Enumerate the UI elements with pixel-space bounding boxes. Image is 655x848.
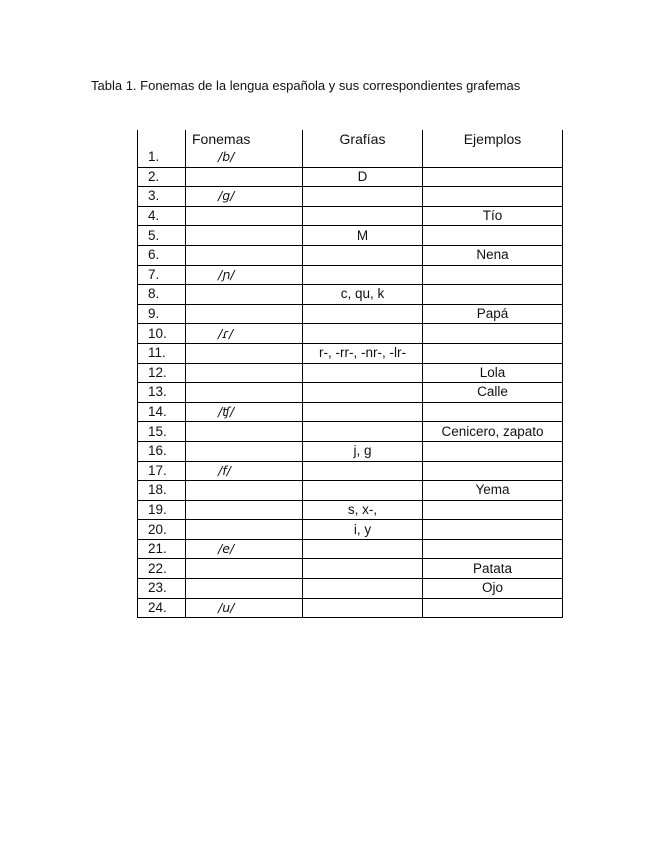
row-fonema: /b/ <box>186 148 303 167</box>
table-row <box>138 461 563 481</box>
row-grafia <box>303 422 423 442</box>
header-fonemas: Fonemas <box>186 130 303 148</box>
row-ejemplo: Lola <box>423 363 563 383</box>
row-ejemplo: Yema <box>423 481 563 501</box>
row-number: 23. <box>138 579 186 599</box>
table-row <box>138 363 563 383</box>
row-number: 5. <box>138 226 186 246</box>
row-number: 18. <box>138 481 186 501</box>
row-fonema <box>186 285 303 305</box>
row-ejemplo <box>423 148 563 167</box>
row-ejemplo: Patata <box>423 559 563 579</box>
row-grafia <box>303 579 423 599</box>
row-ejemplo: Calle <box>423 383 563 403</box>
row-number: 2. <box>138 167 186 187</box>
row-ejemplo <box>423 187 563 207</box>
row-number: 11. <box>138 343 186 363</box>
table-row <box>138 539 563 559</box>
row-fonema: /ɲ/ <box>186 265 303 285</box>
row-grafia: i, y <box>303 520 423 540</box>
row-number: 9. <box>138 304 186 324</box>
row-fonema <box>186 520 303 540</box>
row-ejemplo: Tío <box>423 206 563 226</box>
table-row <box>138 148 563 167</box>
table-row <box>138 206 563 226</box>
row-fonema <box>186 383 303 403</box>
row-fonema <box>186 226 303 246</box>
row-number: 8. <box>138 285 186 305</box>
row-grafia: D <box>303 167 423 187</box>
row-grafia <box>303 383 423 403</box>
row-ejemplo <box>423 167 563 187</box>
row-fonema <box>186 559 303 579</box>
row-grafia <box>303 206 423 226</box>
row-fonema: /u/ <box>186 598 303 618</box>
row-number: 17. <box>138 461 186 481</box>
row-ejemplo <box>423 441 563 461</box>
row-grafia <box>303 481 423 501</box>
row-grafia <box>303 402 423 422</box>
row-fonema <box>186 343 303 363</box>
row-number: 15. <box>138 422 186 442</box>
row-fonema: /ʧ/ <box>186 402 303 422</box>
row-fonema <box>186 579 303 599</box>
table-caption: Tabla 1. Fonemas de la lengua española y sus correspondientes grafemas <box>91 78 521 93</box>
row-fonema: /g/ <box>186 187 303 207</box>
table-row <box>138 226 563 246</box>
row-grafia <box>303 148 423 167</box>
row-fonema <box>186 363 303 383</box>
row-ejemplo <box>423 265 563 285</box>
row-ejemplo <box>423 520 563 540</box>
table-row <box>138 324 563 344</box>
row-number: 4. <box>138 206 186 226</box>
row-ejemplo <box>423 343 563 363</box>
row-ejemplo: Nena <box>423 245 563 265</box>
table-row <box>138 245 563 265</box>
table-row <box>138 559 563 579</box>
row-number: 3. <box>138 187 186 207</box>
header-ejemplos: Ejemplos <box>423 130 563 148</box>
table-row <box>138 304 563 324</box>
row-fonema <box>186 422 303 442</box>
row-number: 20. <box>138 520 186 540</box>
table-row <box>138 187 563 207</box>
table-row <box>138 500 563 520</box>
row-grafia <box>303 324 423 344</box>
row-fonema <box>186 304 303 324</box>
row-number: 6. <box>138 245 186 265</box>
row-fonema: /e/ <box>186 539 303 559</box>
row-number: 10. <box>138 324 186 344</box>
row-number: 19. <box>138 500 186 520</box>
row-number: 21. <box>138 539 186 559</box>
table-row <box>138 402 563 422</box>
table-row <box>138 441 563 461</box>
row-grafia <box>303 539 423 559</box>
table-row <box>138 422 563 442</box>
row-number: 7. <box>138 265 186 285</box>
table-row <box>138 383 563 403</box>
row-number: 22. <box>138 559 186 579</box>
row-ejemplo <box>423 324 563 344</box>
row-grafia: j, g <box>303 441 423 461</box>
row-ejemplo <box>423 285 563 305</box>
header-grafias: Grafías <box>303 130 423 148</box>
row-number: 24. <box>138 598 186 618</box>
row-grafia <box>303 245 423 265</box>
row-fonema <box>186 245 303 265</box>
row-fonema: /f/ <box>186 461 303 481</box>
row-fonema <box>186 500 303 520</box>
row-grafia: c, qu, k <box>303 285 423 305</box>
row-fonema <box>186 167 303 187</box>
row-fonema <box>186 206 303 226</box>
row-ejemplo <box>423 598 563 618</box>
row-fonema: /ɾ/ <box>186 324 303 344</box>
table-row <box>138 285 563 305</box>
table-row <box>138 579 563 599</box>
row-grafia: r-, -rr-, -nr-, -lr- <box>303 343 423 363</box>
header-number <box>138 130 186 148</box>
row-fonema <box>186 481 303 501</box>
row-grafia <box>303 559 423 579</box>
phoneme-table <box>137 130 563 618</box>
row-number: 14. <box>138 402 186 422</box>
row-grafia: M <box>303 226 423 246</box>
row-fonema <box>186 441 303 461</box>
row-ejemplo <box>423 500 563 520</box>
table-row <box>138 520 563 540</box>
row-grafia: s, x-, <box>303 500 423 520</box>
row-ejemplo: Ojo <box>423 579 563 599</box>
row-number: 16. <box>138 441 186 461</box>
row-ejemplo <box>423 226 563 246</box>
row-grafia <box>303 187 423 207</box>
table-header-row <box>138 130 563 148</box>
row-number: 1. <box>138 148 186 167</box>
row-number: 13. <box>138 383 186 403</box>
row-ejemplo <box>423 539 563 559</box>
row-grafia <box>303 265 423 285</box>
row-ejemplo: Cenicero, zapato <box>423 422 563 442</box>
table-row <box>138 343 563 363</box>
table-row <box>138 265 563 285</box>
table-row <box>138 481 563 501</box>
row-grafia <box>303 304 423 324</box>
table-row <box>138 598 563 618</box>
table-row <box>138 167 563 187</box>
row-number: 12. <box>138 363 186 383</box>
row-ejemplo: Papá <box>423 304 563 324</box>
row-ejemplo <box>423 461 563 481</box>
row-grafia <box>303 363 423 383</box>
row-grafia <box>303 598 423 618</box>
row-grafia <box>303 461 423 481</box>
row-ejemplo <box>423 402 563 422</box>
